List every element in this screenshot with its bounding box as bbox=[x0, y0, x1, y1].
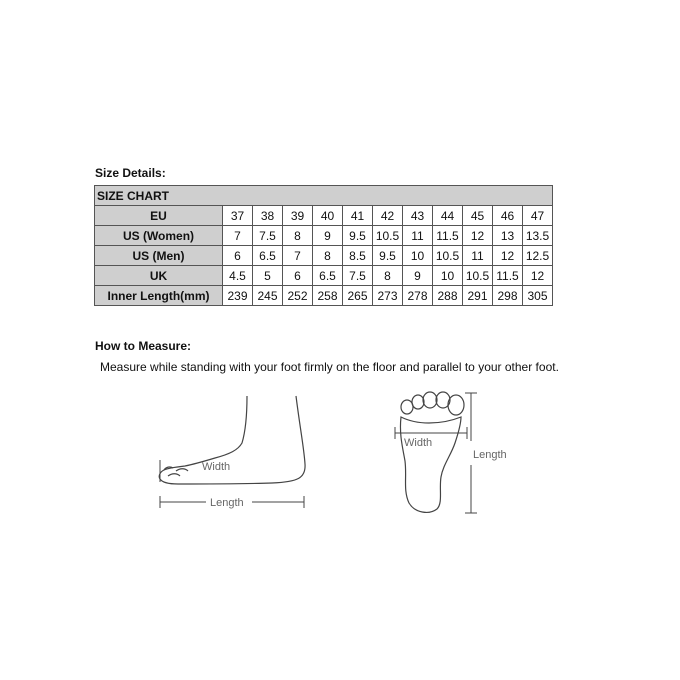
table-row bbox=[95, 246, 553, 266]
table-cell: 13.5 bbox=[523, 226, 553, 246]
table-cell: 12 bbox=[523, 266, 553, 286]
table-cell: 11.5 bbox=[433, 226, 463, 246]
table-cell: 9.5 bbox=[373, 246, 403, 266]
table-cell: 273 bbox=[373, 286, 403, 306]
table-cell: 8.5 bbox=[343, 246, 373, 266]
table-cell: 4.5 bbox=[223, 266, 253, 286]
toe-5 bbox=[448, 395, 464, 415]
table-cell: 9 bbox=[313, 226, 343, 246]
size-chart-header: SIZE CHART bbox=[95, 186, 553, 206]
table-cell: 6.5 bbox=[313, 266, 343, 286]
table-row bbox=[95, 266, 553, 286]
table-row bbox=[95, 206, 553, 226]
table-cell: 11 bbox=[403, 226, 433, 246]
table-cell: 43 bbox=[403, 206, 433, 226]
table-cell: 13 bbox=[493, 226, 523, 246]
side-foot-diagram bbox=[150, 388, 320, 518]
side-width-label: Width bbox=[202, 461, 231, 473]
table-cell: 8 bbox=[373, 266, 403, 286]
table-cell: 11 bbox=[463, 246, 493, 266]
table-row bbox=[95, 226, 553, 246]
row-label: US (Women) bbox=[95, 226, 223, 246]
table-cell: 10.5 bbox=[433, 246, 463, 266]
table-cell: 6.5 bbox=[253, 246, 283, 266]
table-cell: 37 bbox=[223, 206, 253, 226]
sole-length-label: Length bbox=[473, 449, 507, 461]
table-cell: 41 bbox=[343, 206, 373, 226]
sole-width-label: Width bbox=[404, 437, 433, 449]
sole-foot-diagram bbox=[385, 385, 525, 520]
side-length-label: Length bbox=[210, 497, 244, 509]
table-row bbox=[95, 286, 553, 306]
table-cell: 298 bbox=[493, 286, 523, 306]
table-cell: 46 bbox=[493, 206, 523, 226]
table-cell: 265 bbox=[343, 286, 373, 306]
table-cell: 38 bbox=[253, 206, 283, 226]
table-cell: 10.5 bbox=[463, 266, 493, 286]
table-cell: 47 bbox=[523, 206, 553, 226]
table-cell: 239 bbox=[223, 286, 253, 306]
table-cell: 278 bbox=[403, 286, 433, 306]
table-cell: 39 bbox=[283, 206, 313, 226]
size-chart-table bbox=[94, 185, 553, 306]
table-cell: 11.5 bbox=[493, 266, 523, 286]
table-cell: 7.5 bbox=[343, 266, 373, 286]
toe-3 bbox=[423, 392, 437, 408]
toe-2 bbox=[412, 395, 424, 409]
table-cell: 44 bbox=[433, 206, 463, 226]
toe-1 bbox=[401, 400, 413, 414]
table-cell: 12 bbox=[493, 246, 523, 266]
side-foot-outline bbox=[159, 396, 305, 484]
table-cell: 7 bbox=[223, 226, 253, 246]
table-cell: 7.5 bbox=[253, 226, 283, 246]
row-label: US (Men) bbox=[95, 246, 223, 266]
row-label: EU bbox=[95, 206, 223, 226]
table-cell: 5 bbox=[253, 266, 283, 286]
table-header-row bbox=[95, 186, 553, 206]
table-cell: 291 bbox=[463, 286, 493, 306]
table-cell: 40 bbox=[313, 206, 343, 226]
table-cell: 9 bbox=[403, 266, 433, 286]
table-cell: 252 bbox=[283, 286, 313, 306]
table-cell: 6 bbox=[223, 246, 253, 266]
table-cell: 8 bbox=[313, 246, 343, 266]
size-details-title: Size Details: bbox=[95, 166, 166, 180]
table-cell: 6 bbox=[283, 266, 313, 286]
table-cell: 305 bbox=[523, 286, 553, 306]
table-cell: 8 bbox=[283, 226, 313, 246]
table-cell: 245 bbox=[253, 286, 283, 306]
table-cell: 45 bbox=[463, 206, 493, 226]
table-cell: 42 bbox=[373, 206, 403, 226]
table-cell: 12 bbox=[463, 226, 493, 246]
table-cell: 258 bbox=[313, 286, 343, 306]
how-to-measure-text: Measure while standing with your foot firmly on the floor and parallel to your other foot. bbox=[100, 360, 559, 374]
row-label: Inner Length(mm) bbox=[95, 286, 223, 306]
table-cell: 10 bbox=[403, 246, 433, 266]
table-cell: 7 bbox=[283, 246, 313, 266]
table-cell: 288 bbox=[433, 286, 463, 306]
table-cell: 10 bbox=[433, 266, 463, 286]
table-cell: 10.5 bbox=[373, 226, 403, 246]
sole-outline bbox=[400, 417, 461, 512]
row-label: UK bbox=[95, 266, 223, 286]
table-cell: 12.5 bbox=[523, 246, 553, 266]
how-to-measure-title: How to Measure: bbox=[95, 339, 192, 353]
table-cell: 9.5 bbox=[343, 226, 373, 246]
